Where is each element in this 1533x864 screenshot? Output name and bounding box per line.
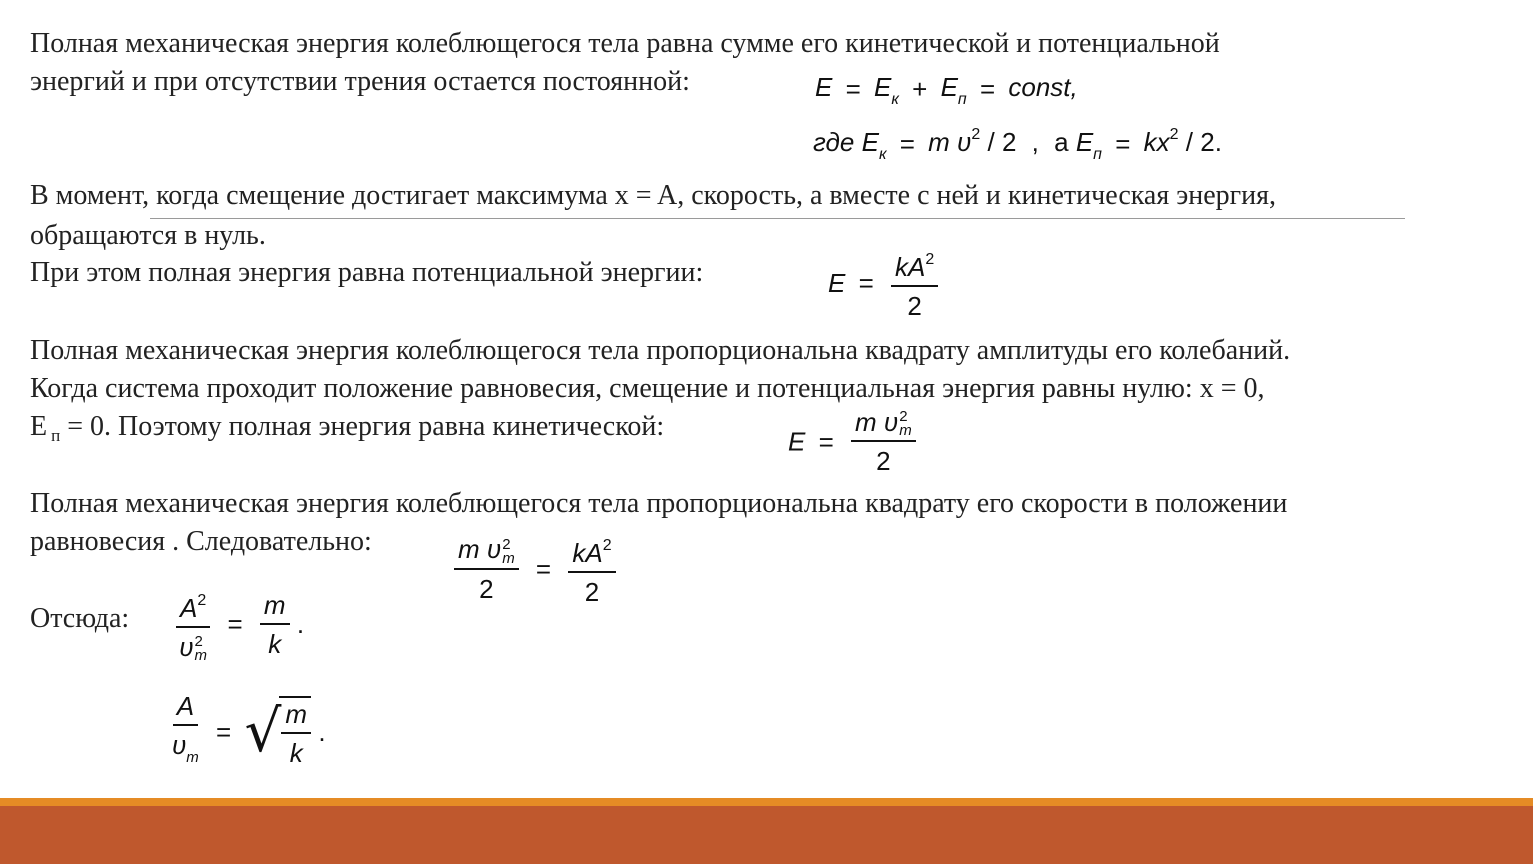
- horizontal-rule: [150, 218, 1405, 219]
- formula-energy-definitions: где $E_к = m$ $\upsilon^2 / 2$ , а $E_п = kx^2 / 2$.: [813, 126, 1222, 163]
- formula-kinetic-max: E = m υ 2 m 2: [788, 406, 920, 478]
- fraction-right: $\frac{m}{k}$: [260, 589, 290, 661]
- paragraph-2-line-2: обращаются в нуль.: [30, 220, 266, 251]
- paragraph-1-line-1: Полная механическая энергия колеблющегося тела равна сумме его кинетической и потенциальной: [30, 28, 1220, 59]
- footer-bar: [0, 806, 1533, 864]
- paragraph-1-line-2: энергий и при отсутствии трения остается постоянной:: [30, 66, 690, 97]
- square-root: √ $\frac{m}{k}$: [244, 696, 311, 770]
- fraction-left: $\frac{A}{\upsilon_m}$: [172, 691, 199, 766]
- fraction-under-root: $\frac{m}{k}$: [281, 698, 311, 770]
- formula-potential-max: E = $\frac{kA^2}{2}$: [828, 244, 942, 323]
- paragraph-5-line-1: Полная механическая энергия колеблющегося тела пропорциональна квадрату его скорости в положении: [30, 488, 1288, 519]
- footer-accent-stripe: [0, 798, 1533, 806]
- fraction: $\frac{kA^2}{2}$: [891, 244, 938, 323]
- paragraph-4-line-2: Когда система проходит положение равновесия, смещение и потенциальная энергия равны нулю: x = 0,: [30, 373, 1265, 404]
- fraction-left: m υ 2 m 2: [454, 533, 519, 605]
- fraction-right: $\frac{kA^2}{2}$: [568, 530, 615, 609]
- fraction-left: $A^2$ υ 2 m: [176, 585, 210, 664]
- formula-energy-equality: m υ 2 m 2 = $\frac{kA^2}{2}$: [450, 530, 620, 609]
- paragraph-4-line-3: E $_п$ = 0. Поэтому полная энергия равна кинетической:: [30, 411, 665, 445]
- paragraph-4-line-1: Полная механическая энергия колеблющегося тела пропорциональна квадрату амплитуды его колебаний.: [30, 335, 1291, 366]
- formula-ratio-squared: $A^2$ υ 2 m = $\frac{m}{k}$ .: [172, 585, 304, 664]
- formula-ratio-sqrt: $\frac{A}{\upsilon_m}$ = √ $\frac{m}{k}$ .: [168, 690, 326, 775]
- paragraph-6-label: Отсюда:: [30, 603, 130, 634]
- fraction: m υ 2 m 2: [851, 406, 916, 478]
- paragraph-2-line-1: В момент, когда смещение достигает максимума x = A, скорость, а вместе с ней и кинетическая энергия,: [30, 180, 1277, 211]
- formula-total-energy: $E = E_к + E_п$ = const,: [815, 72, 1078, 108]
- paragraph-3-line-1: При этом полная энергия равна потенциальной энергии:: [30, 257, 704, 288]
- paragraph-5-line-2: равновесия . Следовательно:: [30, 526, 372, 557]
